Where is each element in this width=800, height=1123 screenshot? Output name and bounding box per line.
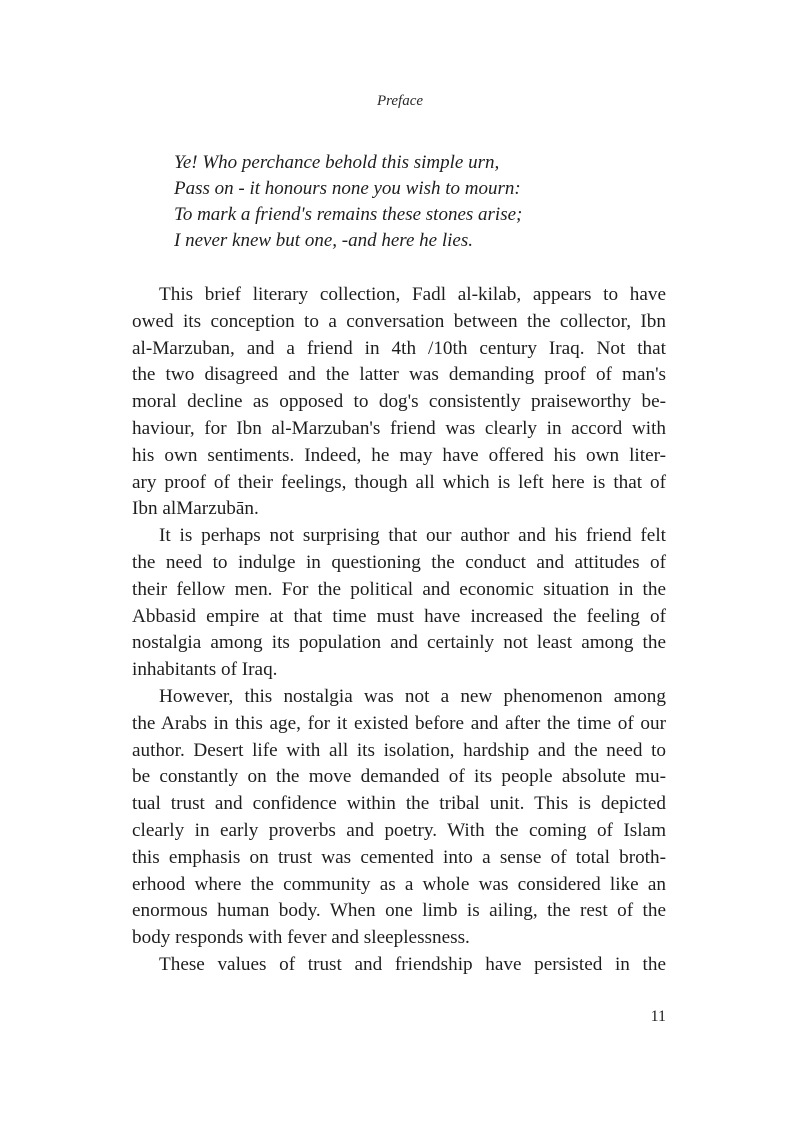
paragraph-3-line: tual trust and confidence within the tribal unit. This is depicted [132, 793, 666, 815]
epigraph-line: Pass on - it honours none you wish to mourn: [174, 178, 521, 199]
epigraph-line: To mark a friend's remains these stones arise; [174, 204, 523, 225]
paragraph-1-line: This brief literary collection, Fadl al-kilab, appears to have [159, 284, 666, 305]
paragraph-2-line: It is perhaps not surprising that our author and his friend felt [159, 525, 666, 547]
paragraph-1-line: the two disagreed and the latter was demanding proof of man's [132, 364, 666, 386]
paragraph-3-line: erhood where the community as a whole was considered like an [132, 873, 666, 895]
body-text [132, 282, 666, 979]
epigraph-line: I never knew but one, -and here he lies. [174, 230, 473, 251]
paragraph-3-line: the Arabs in this age, for it existed before and after the time of our [132, 712, 666, 734]
paragraph-3-line: this emphasis on trust was cemented into a sense of total broth- [132, 846, 666, 868]
paragraph-3-line: be constantly on the move demanded of its people absolute mu- [132, 766, 666, 788]
epigraph-poem [174, 150, 634, 254]
paragraph-3-line: body responds with fever and sleeplessness. [132, 927, 470, 949]
paragraph-2-line: Abbasid empire at that time must have increased the feeling of [132, 605, 666, 627]
paragraph-3-line: author. Desert life with all its isolation, hardship and the need to [132, 739, 666, 761]
paragraph-3-line: clearly in early proverbs and poetry. With the coming of Islam [132, 819, 666, 841]
paragraph-3-line: However, this nostalgia was not a new phenomenon among [159, 685, 666, 707]
paragraph-1-line: ary proof of their feelings, though all which is left here is that of [132, 471, 666, 493]
page-number: 11 [650, 1008, 666, 1025]
paragraph-2-line: the need to indulge in questioning the conduct and attitudes of [132, 551, 666, 573]
paragraph-4-line: These values of trust and friendship have persisted in the [159, 953, 666, 975]
paragraph-1-line: haviour, for Ibn al-Marzuban's friend was clearly in accord with [132, 417, 666, 439]
paragraph-3-line: enormous human body. When one limb is ailing, the rest of the [132, 900, 666, 922]
epigraph-line: Ye! Who perchance behold this simple urn, [174, 152, 500, 173]
paragraph-1-line: al-Marzuban, and a friend in 4th /10th century Iraq. Not that [132, 337, 666, 359]
running-head: Preface [376, 93, 424, 109]
paragraph-1-line: moral decline as opposed to dog's consistently praiseworthy be- [132, 391, 666, 413]
paragraph-1-line: his own sentiments. Indeed, he may have offered his own liter- [132, 444, 666, 466]
paragraph-2-line: nostalgia among its population and certainly not least among the [132, 632, 666, 654]
paragraph-1-line: owed its conception to a conversation between the collector, Ibn [132, 310, 666, 332]
paragraph-2-line: their fellow men. For the political and economic situation in the [132, 578, 666, 600]
paragraph-2-line: inhabitants of Iraq. [132, 659, 278, 681]
paragraph-1-line: Ibn alMarzubān. [132, 498, 259, 520]
